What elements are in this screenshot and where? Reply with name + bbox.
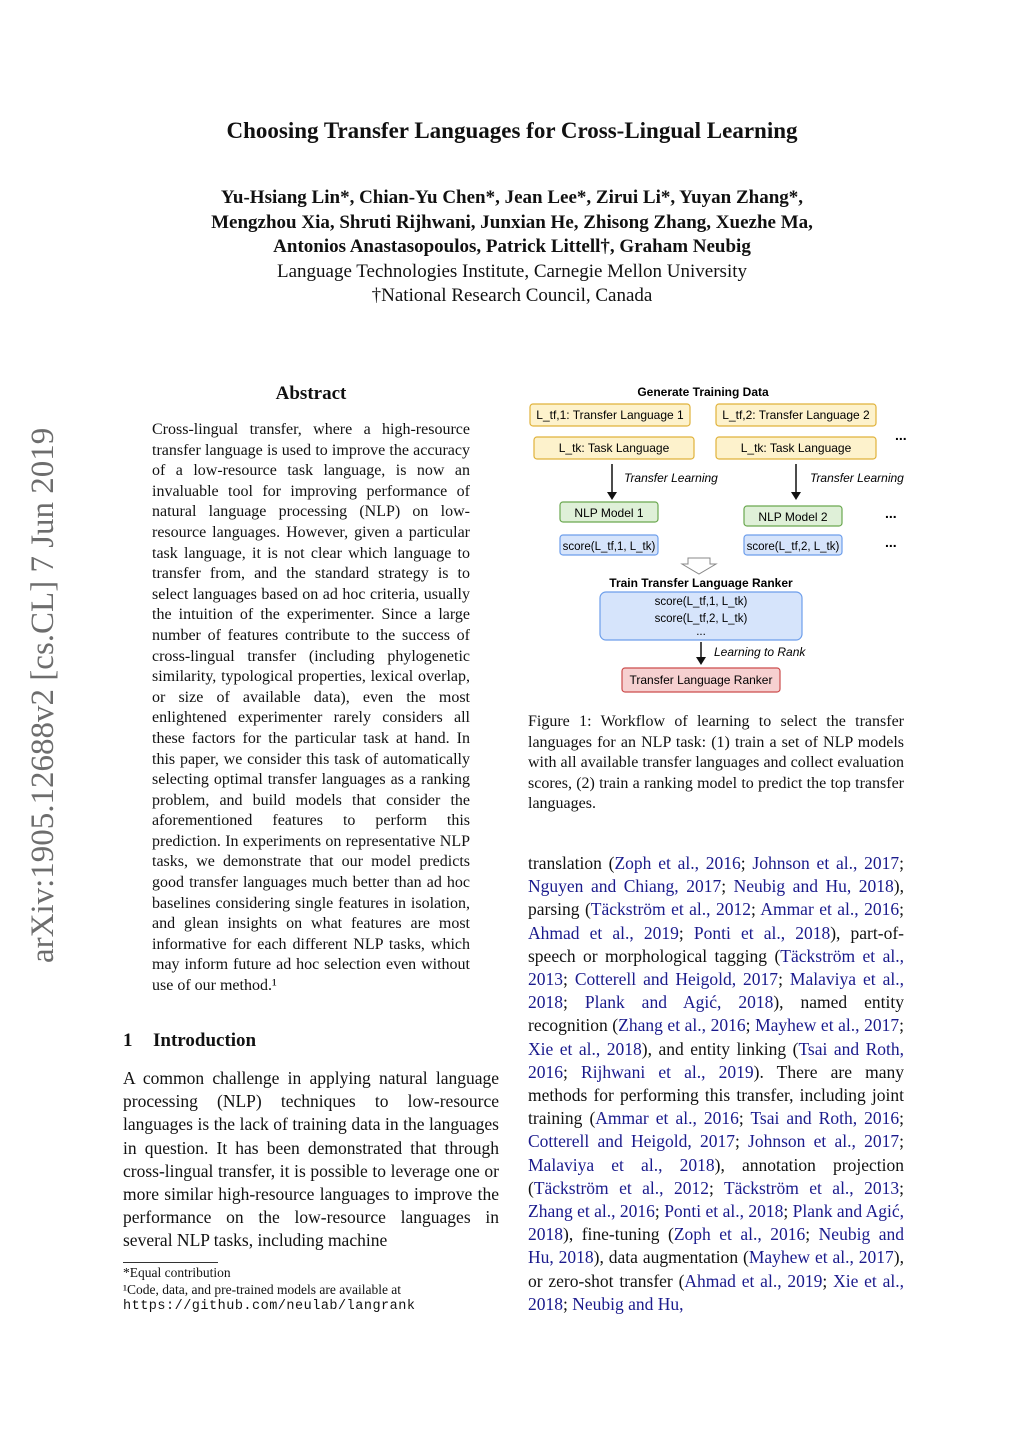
paper-title: Choosing Transfer Languages for Cross-Lingual Learning xyxy=(226,118,798,143)
citation-link[interactable]: Täckström et al., 2012 xyxy=(590,899,751,920)
intro-paragraph-continued xyxy=(528,852,904,1316)
citation-link[interactable]: Ponti et al., 2018 xyxy=(693,922,831,943)
body-text: ; xyxy=(563,1293,573,1314)
workflow-figure xyxy=(520,380,920,700)
citation-link[interactable]: Zhang et al., 2016 xyxy=(528,1201,655,1222)
figure-ranker-title: Train Transfer Language Ranker xyxy=(609,576,793,590)
author-line-2: Mengzhou Xia, Shruti Rijhwani, Junxian He, Zhisong Zhang, Xuezhe Ma, xyxy=(211,211,813,233)
footnote-url-link[interactable]: https://github.com/neulab/langrank xyxy=(123,1299,416,1314)
body-text: ), and entity linking ( xyxy=(641,1038,799,1059)
author-line-3: Antonios Anastasopoulos, Patrick Littell†, Graham Neubig xyxy=(273,236,751,257)
citation-link[interactable]: Xie et al., 2018 xyxy=(528,1270,904,1314)
nlp-model-2-label: NLP Model 2 xyxy=(758,510,828,524)
figure-generate-title: Generate Training Data xyxy=(637,385,769,399)
down-hollow-arrow-icon xyxy=(682,558,716,574)
citation-link[interactable]: Tsai and Roth, 2016 xyxy=(750,1108,900,1129)
body-text: ), parsing ( xyxy=(528,876,904,920)
citation-link[interactable]: Ponti et al., 2018 xyxy=(664,1201,784,1222)
task-language-2-label: L_tk: Task Language xyxy=(740,441,852,455)
citation-link[interactable]: Rijhwani et al., 2019 xyxy=(581,1061,754,1082)
body-text: ; xyxy=(899,1131,904,1152)
score-2-label: score(L_tf,2, L_tk) xyxy=(746,541,840,553)
transfer-language-2-label: L_tf,2: Transfer Language 2 xyxy=(722,408,870,422)
citation-link[interactable]: Mayhew et al., 2017 xyxy=(755,1015,900,1036)
citation-link[interactable]: Zhang et al., 2016 xyxy=(618,1015,746,1036)
learning-to-rank-label: Learning to Rank xyxy=(714,645,806,659)
body-text: ), fine-tuning ( xyxy=(563,1224,674,1245)
transfer-language-1-label: L_tf,1: Transfer Language 1 xyxy=(536,408,684,422)
citation-link[interactable]: Malaviya et al., 2018 xyxy=(528,969,904,1013)
citation-link[interactable]: Ahmad et al., 2019 xyxy=(684,1270,823,1291)
citation-link[interactable]: Plank and Agić, 2018 xyxy=(528,1201,904,1245)
citation-link[interactable]: Johnson et al., 2017 xyxy=(752,853,900,873)
body-text: ), or zero-shot transfer ( xyxy=(528,1247,904,1291)
ranker-score-1: score(L_tf,1, L_tk) xyxy=(654,596,748,608)
body-text: ; xyxy=(750,899,761,920)
body-text: ; xyxy=(899,1108,904,1129)
body-text: translation ( xyxy=(528,853,615,873)
affiliation-2: †National Research Council, Canada xyxy=(371,285,653,306)
ranker-ellipsis: ... xyxy=(696,626,706,638)
body-text: ; xyxy=(899,1177,904,1198)
arrowhead-1 xyxy=(607,492,617,500)
citation-link[interactable]: Mayhew et al., 2017 xyxy=(748,1247,894,1268)
ellipsis-1: ... xyxy=(895,427,907,443)
body-text: ; xyxy=(708,1177,724,1198)
footnote-rule xyxy=(123,1262,218,1263)
citation-link[interactable]: Neubig and Hu, 2018 xyxy=(733,876,894,897)
body-text: ; xyxy=(654,1201,665,1222)
citation-link[interactable]: Johnson et al., 2017 xyxy=(748,1131,900,1152)
body-text: ), data augmentation ( xyxy=(593,1247,749,1268)
body-text: ; xyxy=(738,1108,751,1129)
nlp-model-1-label: NLP Model 1 xyxy=(574,506,644,520)
section-number: 1 xyxy=(123,1030,133,1051)
citation-link[interactable]: Zoph et al., 2016 xyxy=(614,853,741,873)
body-text: ; xyxy=(899,853,904,873)
body-text: ; xyxy=(899,899,904,920)
footnotes xyxy=(123,1264,499,1315)
arrowhead-3 xyxy=(696,657,706,665)
transfer-learning-label-1: Transfer Learning xyxy=(624,471,718,485)
author-block xyxy=(0,186,1024,309)
citation-link[interactable]: Tsai and Roth, 2016 xyxy=(528,1038,904,1082)
arxiv-identifier: arXiv:1905.12688v2 [cs.CL] 7 Jun 2019 xyxy=(25,427,61,963)
citation-link[interactable]: Nguyen and Chiang, 2017 xyxy=(528,876,722,897)
citation-link[interactable]: Plank and Agić, 2018 xyxy=(584,992,774,1013)
citation-link[interactable]: Ahmad et al., 2019 xyxy=(528,922,679,943)
body-text: ; xyxy=(563,1061,582,1082)
abstract-heading: Abstract xyxy=(275,383,347,404)
figure-caption: Figure 1: Workflow of learning to select the transfer languages for an NLP task: (1) train a set of NLP models with all available transfer languages and collect evaluation scores, (2) train a ranking model to predict the top transfer languages. xyxy=(528,713,904,813)
footnote-code: ¹Code, data, and pre-trained models are available at xyxy=(123,1282,402,1297)
score-1-label: score(L_tf,1, L_tk) xyxy=(562,541,656,553)
author-line-1: Yu-Hsiang Lin*, Chian-Yu Chen*, Jean Lee*, Zirui Li*, Yuyan Zhang*, xyxy=(220,187,804,208)
citation-link[interactable]: Xie et al., 2018 xyxy=(528,1038,642,1059)
affiliation-1: Language Technologies Institute, Carnegie Mellon University xyxy=(276,260,748,282)
body-text: ), named entity recognition ( xyxy=(528,992,904,1036)
ellipsis-3: ... xyxy=(885,534,897,550)
intro-paragraph: A common challenge in applying natural language processing (NLP) techniques to low-resource languages is the lack of training data in the languages in question. It has been demonstrated that through cross-lingual transfer, it is possible to leverage one or more similar high-resource languages to improve the performance on the low-resource languages in several NLP tasks, including machine xyxy=(123,1068,499,1251)
footnote-equal-contribution: *Equal contribution xyxy=(123,1265,231,1280)
body-text: ; xyxy=(778,969,790,990)
body-text: ), part-of-speech or morphological tagging ( xyxy=(528,922,904,966)
body-text: ; xyxy=(563,969,575,990)
body-text: ; xyxy=(805,1224,819,1245)
arrowhead-2 xyxy=(791,492,801,500)
body-text: ; xyxy=(734,1131,749,1152)
citation-link[interactable]: Zoph et al., 2016 xyxy=(673,1224,806,1245)
body-text: ; xyxy=(563,992,585,1013)
section-heading xyxy=(123,1030,256,1052)
body-text: ; xyxy=(721,876,734,897)
citation-link[interactable]: Täckström et al., 2012 xyxy=(533,1177,709,1198)
citation-link[interactable]: Neubig and Hu, 2018 xyxy=(528,1224,904,1268)
ranker-label: Transfer Language Ranker xyxy=(629,673,773,687)
transfer-learning-label-2: Transfer Learning xyxy=(810,471,904,485)
citation-link[interactable]: Cotterell and Heigold, 2017 xyxy=(528,1131,735,1152)
body-text: ; xyxy=(745,1015,756,1036)
citation-link[interactable]: Täckström et al., 2013 xyxy=(528,945,904,990)
body-text: ; xyxy=(783,1201,793,1222)
citation-link[interactable]: Neubig and Hu, xyxy=(572,1293,684,1314)
body-text: ; xyxy=(740,853,753,873)
citation-link[interactable]: Malaviya et al., 2018 xyxy=(528,1154,715,1175)
ellipsis-2: ... xyxy=(885,505,897,521)
citation-link[interactable]: Ammar et al., 2016 xyxy=(595,1108,739,1129)
body-text: ). There are many methods for performing this transfer, including joint training ( xyxy=(528,1061,904,1129)
body-text: ; xyxy=(822,1270,834,1291)
citation-link[interactable]: Täckström et al., 2013 xyxy=(723,1177,900,1198)
citation-link[interactable]: Ammar et al., 2016 xyxy=(760,899,900,920)
body-text: ; xyxy=(678,922,694,943)
abstract-text: Cross-lingual transfer, where a high-resource transfer language is used to improve the accuracy of a low-resource task language, is now an invaluable tool for improving performance of natural language processing (NLP) on low-resource languages. However, given a particular task language, it is not clear which language to transfer from, and the standard strategy is to select languages based on ad hoc criteria, usually the intuition of the experimenter. Since a large number of features contribute to the success of cross-lingual transfer (including phylogenetic similarity, typological properties, lexical overlap, or size of available data), even the most enlightened experimenter rarely considers all these factors for the particular task at hand. In this paper, we consider this task of automatically selecting optimal transfer languages as a ranking problem, and build models that consider the aforementioned features to perform this prediction. In experiments on representative NLP tasks, we demonstrate that our model predicts good transfer languages much better than ad hoc baselines considering single features in isolation, and glean insights on what features are most informative for each different NLP tasks, which may inform future ad hoc selection even without use of our method.¹ xyxy=(152,421,470,995)
citation-link[interactable]: Cotterell and Heigold, 2017 xyxy=(574,969,779,990)
task-language-1-label: L_tk: Task Language xyxy=(558,441,670,455)
section-title: Introduction xyxy=(153,1030,257,1051)
body-text: ; xyxy=(899,1015,904,1036)
body-text: ), annotation projection ( xyxy=(528,1154,904,1198)
ranker-score-2: score(L_tf,2, L_tk) xyxy=(654,613,748,625)
